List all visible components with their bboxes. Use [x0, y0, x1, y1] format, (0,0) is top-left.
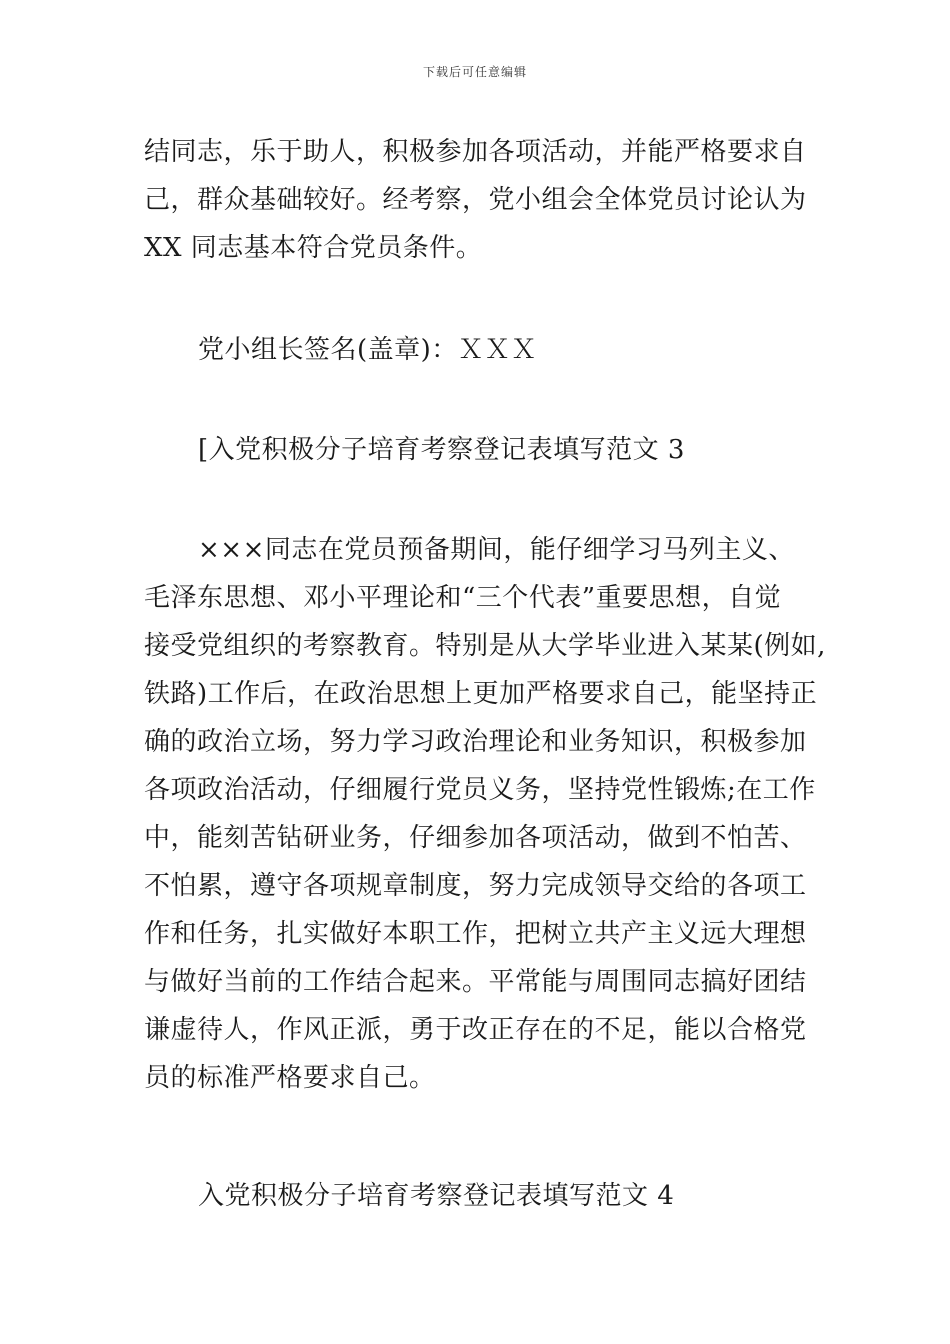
- text-line: XX 同志基本符合党员条件。: [144, 233, 483, 263]
- text-line: 毛泽东思想、邓小平理论和“三个代表”重要思想，自觉: [144, 583, 782, 613]
- section-heading-4: [144, 1172, 814, 1220]
- text-line: 各项政治活动，仔细履行党员义务，坚持党性锻炼;在工作: [144, 775, 816, 805]
- text-line: 与做好当前的工作结合起来。平常能与周围同志搞好团结: [144, 967, 807, 997]
- section-heading-3: [144, 426, 814, 474]
- text-line: ×××同志在党员预备期间，能仔细学习马列主义、: [198, 535, 795, 565]
- text-line: 己，群众基础较好。经考察，党小组会全体党员讨论认为: [144, 185, 807, 215]
- text-line: 谦虚待人，作风正派，勇于改正存在的不足，能以合格党: [144, 1015, 807, 1045]
- text-line: 结同志，乐于助人，积极参加各项活动，并能严格要求自: [144, 137, 807, 167]
- text-line: 中，能刻苦钻研业务，仔细参加各项活动，做到不怕苦、: [144, 823, 807, 853]
- paragraph-evaluation: [144, 526, 826, 1102]
- heading-text: [入党积极分子培育考察登记表填写范文 3: [198, 435, 685, 465]
- text-line: 员的标准严格要求自己。: [144, 1063, 436, 1093]
- text-line: 接受党组织的考察教育。特别是从大学毕业进入某某(例如,: [144, 631, 826, 661]
- signature-line: [144, 326, 814, 374]
- paragraph-continuation: [144, 128, 814, 272]
- signature-text: 党小组长签名(盖章)：ＸＸＸ: [198, 335, 538, 365]
- page-header: 下载后可任意编辑: [422, 65, 527, 79]
- text-line: 铁路)工作后，在政治思想上更加严格要求自己，能坚持正: [144, 679, 818, 709]
- heading-text: 入党积极分子培育考察登记表填写范文 4: [198, 1181, 675, 1211]
- text-line: 确的政治立场，努力学习政治理论和业务知识，积极参加: [144, 727, 807, 757]
- text-line: 作和任务，扎实做好本职工作，把树立共产主义远大理想: [144, 919, 807, 949]
- text-line: 不怕累，遵守各项规章制度，努力完成领导交给的各项工: [144, 871, 807, 901]
